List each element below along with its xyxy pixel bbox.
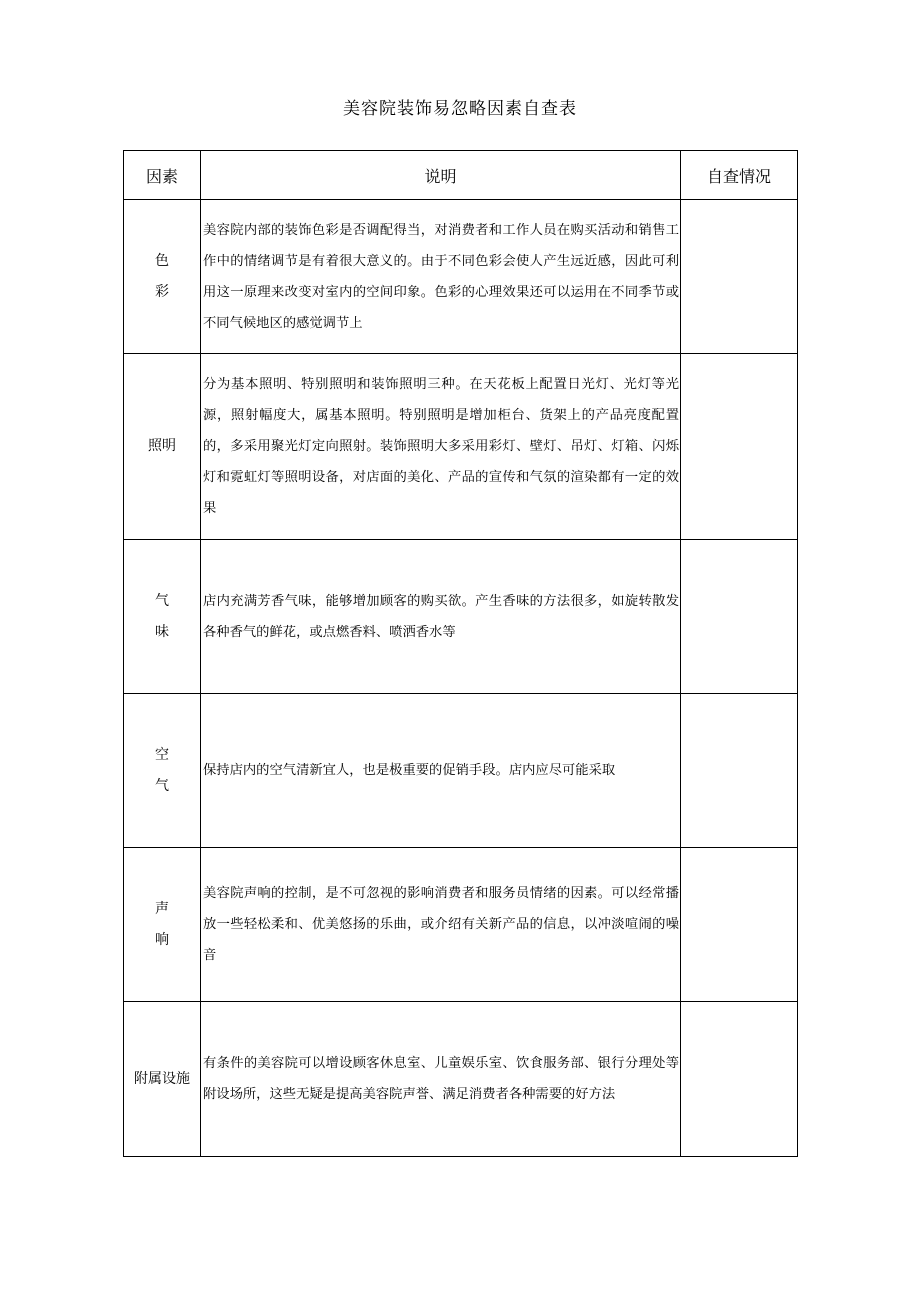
description-cell: 有条件的美容院可以增设顾客休息室、儿童娱乐室、饮食服务部、银行分理处等附设场所，这些无疑是提高美容院声誉、满足消费者各种需要的好方法	[201, 1002, 681, 1157]
description-cell: 美容院声响的控制，是不可忽视的影响消费者和服务员情绪的因素。可以经常播放一些轻松柔和、优美悠扬的乐曲，或介绍有关新产品的信息，以冲淡喧闹的噪音	[201, 848, 681, 1002]
factor-label: 气	[155, 592, 169, 609]
self-check-cell[interactable]	[681, 540, 798, 694]
factor-label: 彩	[155, 283, 169, 300]
factor-label: 空	[155, 746, 169, 763]
factor-label: 色	[155, 252, 169, 269]
factor-label: 响	[155, 931, 169, 948]
self-check-table	[123, 150, 798, 1157]
description-cell: 美容院内部的装饰色彩是否调配得当，对消费者和工作人员在购买活动和销售工作中的情绪调节是有着很大意义的。由于不同色彩会使人产生远近感，因此可利用这一原理来改变对室内的空间印象。色彩的心理效果还可以运用在不同季节或不同气候地区的感觉调节上	[201, 200, 681, 354]
factor-label: 气	[155, 777, 169, 794]
factor-label: 附属设施	[134, 1070, 190, 1087]
table-row	[124, 694, 798, 848]
header-factor: 因素	[124, 151, 201, 200]
description-cell: 保持店内的空气清新宜人，也是极重要的促销手段。店内应尽可能采取	[201, 694, 681, 848]
factor-cell	[124, 540, 201, 694]
factor-label: 声	[155, 900, 169, 917]
table-row	[124, 200, 798, 354]
factor-label: 味	[155, 623, 169, 640]
self-check-cell[interactable]	[681, 1002, 798, 1157]
description-cell: 分为基本照明、特别照明和装饰照明三种。在天花板上配置日光灯、光灯等光源，照射幅度大，属基本照明。特别照明是增加柜台、货架上的产品亮度配置的，多采用聚光灯定向照射。装饰照明大多采用彩灯、壁灯、吊灯、灯箱、闪烁灯和霓虹灯等照明设备，对店面的美化、产品的宣传和气氛的渲染都有一定的效果	[201, 354, 681, 540]
description-cell: 店内充满芳香气味，能够增加顾客的购买欲。产生香味的方法很多，如旋转散发各种香气的鲜花，或点燃香料、喷洒香水等	[201, 540, 681, 694]
self-check-cell[interactable]	[681, 354, 798, 540]
table-row	[124, 354, 798, 540]
factor-cell	[124, 200, 201, 354]
table-header-row	[124, 151, 798, 200]
factor-cell	[124, 694, 201, 848]
header-self-check: 自查情况	[681, 151, 798, 200]
factor-cell	[124, 848, 201, 1002]
factor-cell	[124, 354, 201, 540]
table-row	[124, 540, 798, 694]
factor-label: 照明	[148, 438, 176, 454]
document-title: 美容院装饰易忽略因素自查表	[343, 99, 577, 119]
table-row	[124, 1002, 798, 1157]
factor-cell	[124, 1002, 201, 1157]
self-check-cell[interactable]	[681, 694, 798, 848]
self-check-cell[interactable]	[681, 848, 798, 1002]
header-description: 说明	[201, 151, 681, 200]
self-check-cell[interactable]	[681, 200, 798, 354]
table-row	[124, 848, 798, 1002]
